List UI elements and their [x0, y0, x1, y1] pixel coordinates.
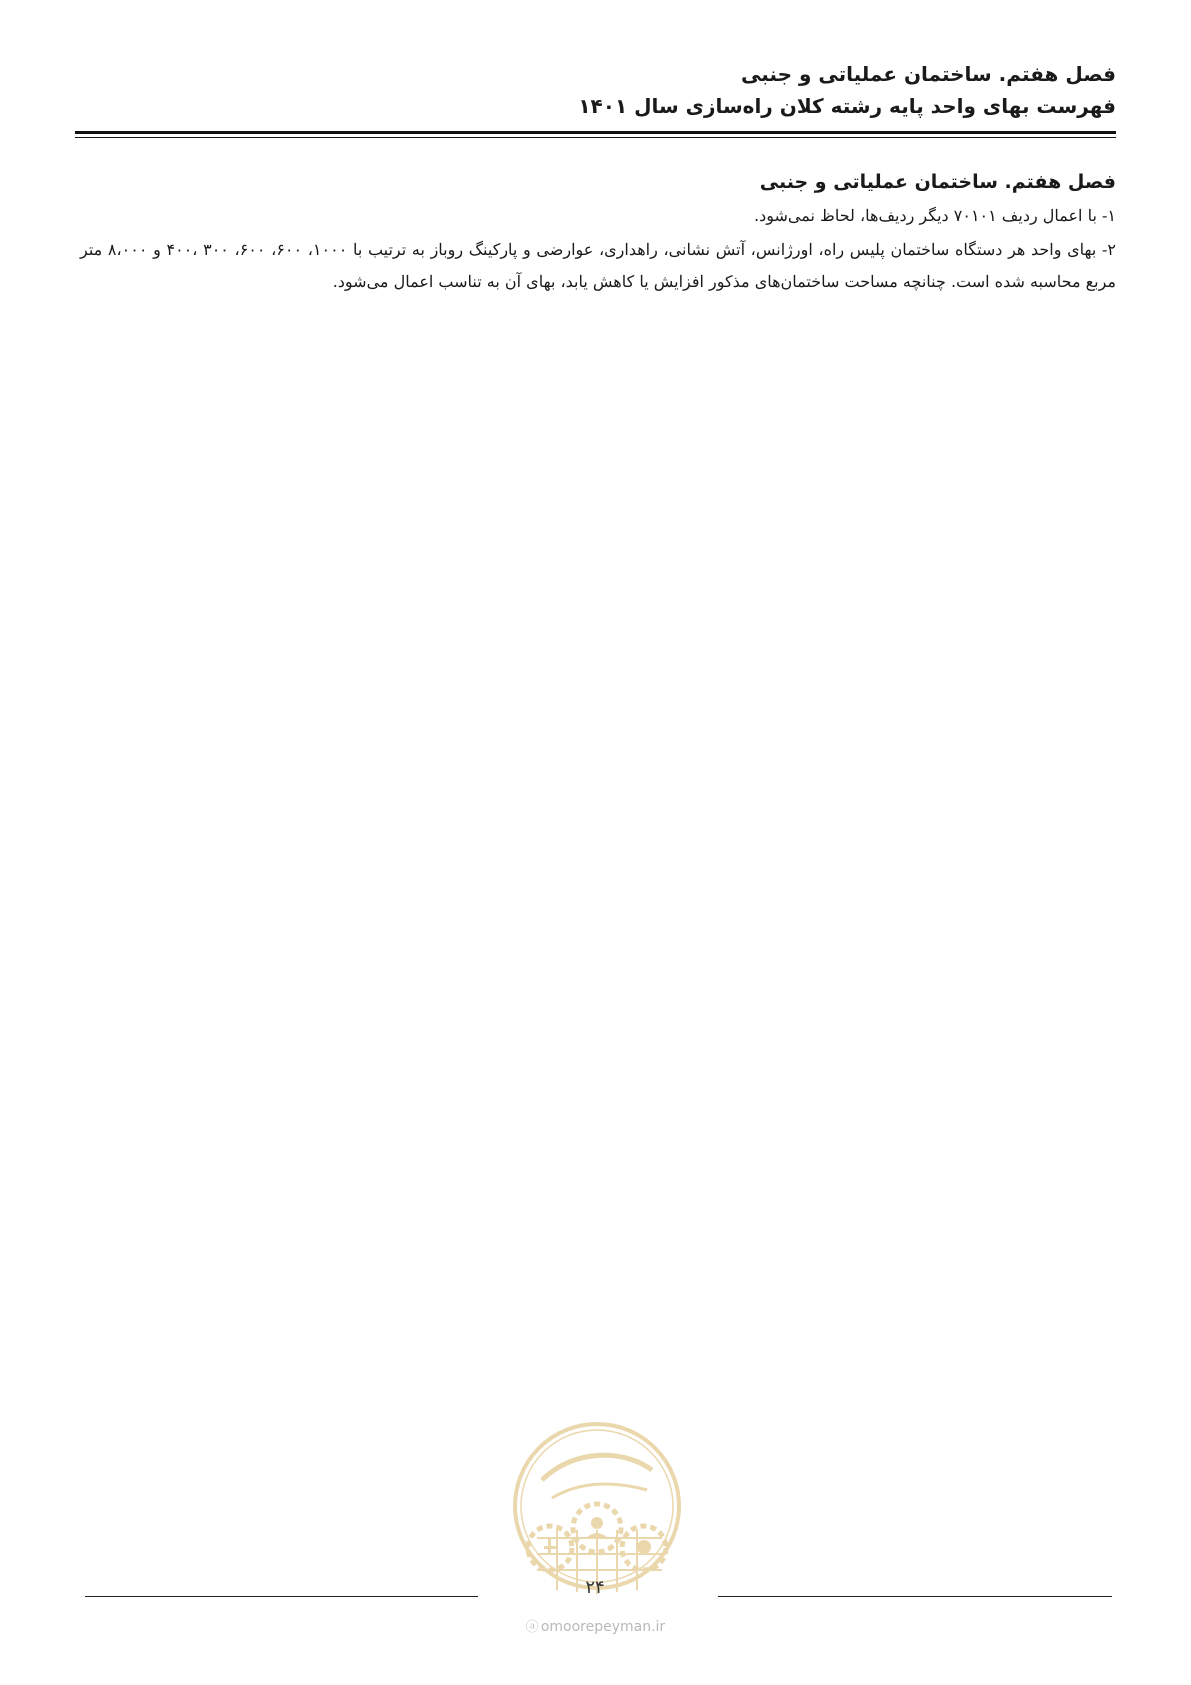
header-chapter-title: فصل هفتم. ساختمان عملیاتی و جنبی [741, 62, 1116, 86]
page-header [75, 58, 1116, 122]
website-watermark [500, 1616, 691, 1635]
header-document-title: فهرست بهای واحد پایه رشته کلان راه‌سازی سال ۱۴۰۱ [578, 94, 1116, 118]
footer-divider-left [85, 1596, 478, 1597]
page-number: ۲۴ [585, 1577, 605, 1598]
watermark-text: omoorepeyman.ir [540, 1619, 666, 1635]
header-divider-thin [75, 137, 1116, 138]
note-item-1: ۱- با اعمال ردیف ۷۰۱۰۱ دیگر ردیف‌ها، لحاظ نمی‌شود. [754, 206, 1116, 225]
at-sign-icon: ⓐ [525, 1620, 539, 1635]
page-content [80, 166, 1116, 300]
header-divider-thick [75, 131, 1116, 134]
note-item-2: ۲- بهای واحد هر دستگاه ساختمان پلیس راه، اورژانس، آتش نشانی، راهداری، عوارضی و پارکینگ روباز به ترتیب با ۱۰۰۰، ۶۰۰، ۶۰۰، ۳۰۰ ،۴۰۰ و ۸،۰۰۰ متر مربع محاسبه شده است. چنانچه مساحت ساختمان‌های مذکور افزایش یا کاهش یابد، بهای آن به تناسب اعمال می‌شود. [80, 240, 1117, 291]
section-title: فصل هفتم. ساختمان عملیاتی و جنبی [759, 171, 1116, 193]
footer-divider-right [718, 1596, 1112, 1597]
